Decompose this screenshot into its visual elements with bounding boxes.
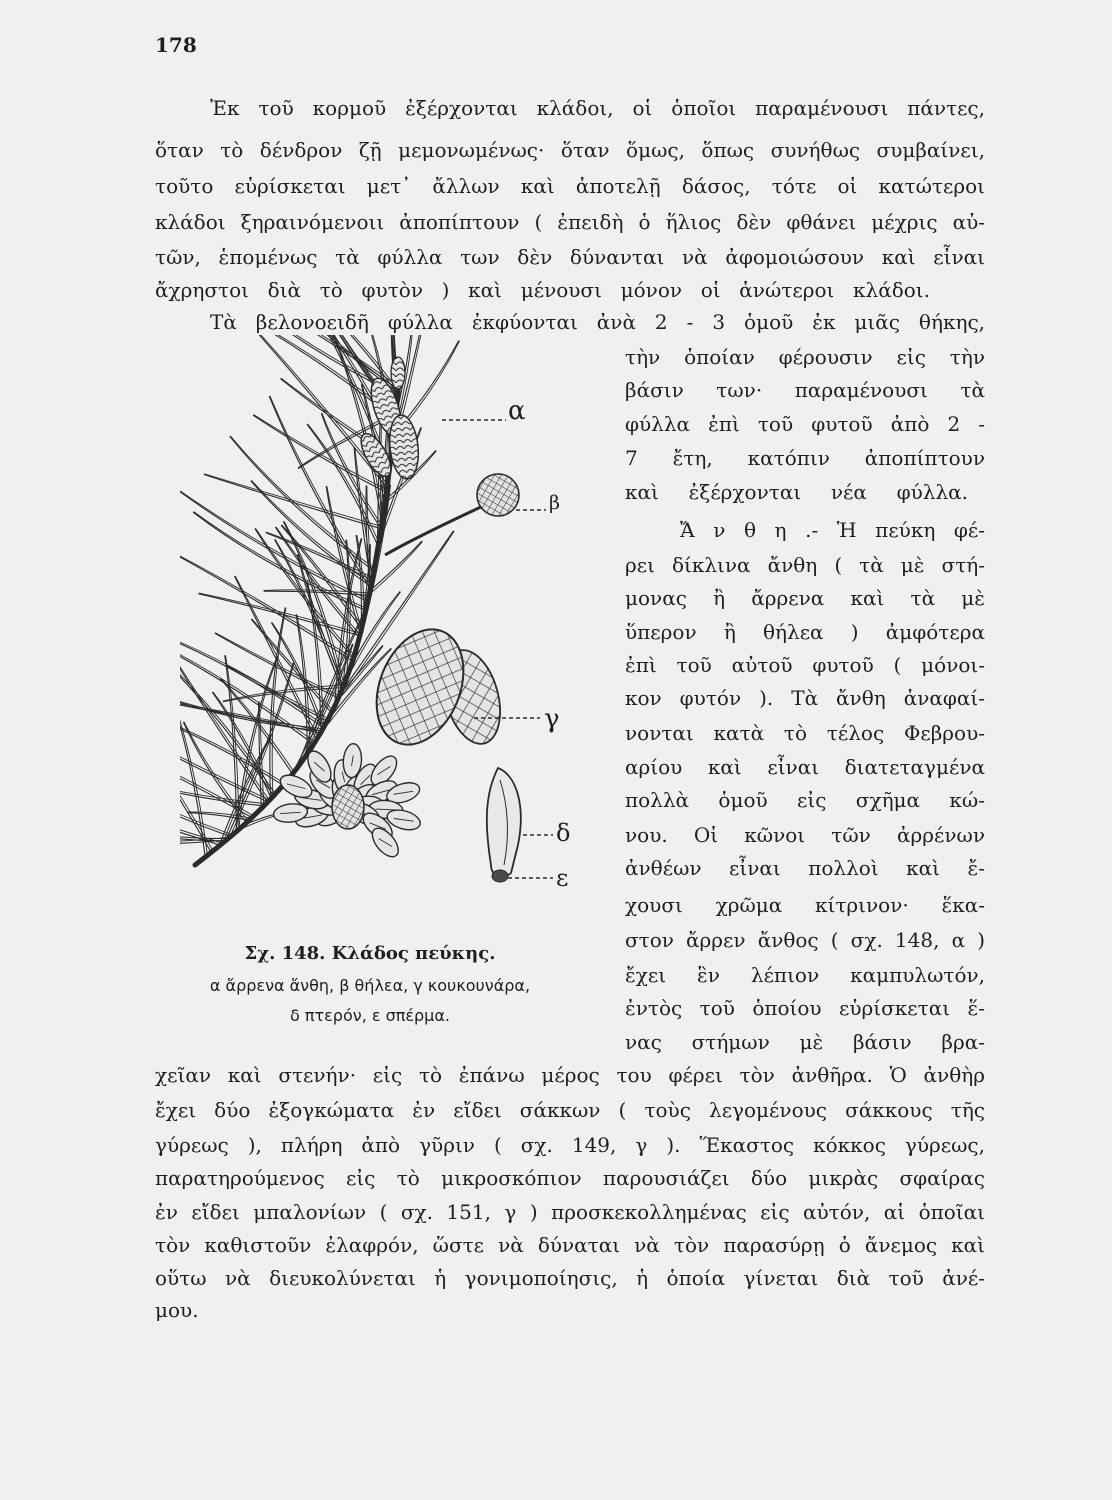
figure-caption-title: Σχ. 148. Κλάδος πεύκης. bbox=[244, 943, 496, 964]
text-line: στον ἄρρεν ἄνθος ( σχ. 148, α ) bbox=[625, 928, 985, 952]
text-line: ὕπερον ἢ θήλεα ) ἀμφότερα bbox=[625, 620, 985, 644]
text-line: Ἐκ τοῦ κορμοῦ ἐξέρχονται κλάδοι, οἱ ὁποῖοι παραμένουσι πάντες, bbox=[210, 96, 985, 120]
text-line: ἐν εἴδει μπαλονίων ( σχ. 151, γ ) προσκεκολλημένας εἰς αὐτόν, αἱ ὁποῖαι bbox=[155, 1200, 985, 1224]
pine-needle bbox=[204, 475, 381, 529]
figure-caption-line: δ πτερόν, ε σπέρμα. bbox=[290, 1006, 450, 1025]
text-line: ρει δίκλινα ἄνθη ( τὰ μὲ στή- bbox=[625, 553, 985, 577]
text-line: μου. bbox=[155, 1298, 199, 1322]
mature-cone bbox=[360, 616, 509, 757]
label-alpha: α bbox=[508, 396, 526, 426]
text-line: ἐπὶ τοῦ αὐτοῦ φυτοῦ ( μόνοι- bbox=[625, 653, 985, 677]
text-line: καὶ ἐξέρχονται νέα φύλλα. bbox=[625, 480, 968, 504]
text-line: ἄχρηστοι διὰ τὸ φυτὸν ) καὶ μένουσι μόνον οἱ ἀνώτεροι κλάδοι. bbox=[155, 278, 930, 302]
text-line: κον φυτόν ). Τὰ ἄνθη ἀναφαί- bbox=[625, 686, 985, 710]
text-line: πολλὰ ὁμοῦ εἰς σχῆμα κώ- bbox=[625, 788, 985, 812]
text-line: χεῖαν καὶ στενήν· εἰς τὸ ἐπάνω μέρος του φέρει τὸν ἀνθῆρα. Ὁ ἀνθὴρ bbox=[155, 1063, 985, 1087]
text-line: 7 ἔτη, κατόπιν ἀποπίπτουν bbox=[625, 446, 985, 470]
text-line: τὸν καθιστοῦν ἐλαφρόν, ὥστε νὰ δύναται νὰ τὸν παρασύρῃ ὁ ἄνεμος καὶ bbox=[155, 1233, 985, 1257]
text-line: Τὰ βελονοειδῆ φύλλα ἐκφύονται ἀνὰ 2 - 3 ὁμοῦ ἐκ μιᾶς θήκης, bbox=[210, 310, 985, 334]
text-line: τοῦτο εὑρίσκεται μετ᾽ ἄλλων καὶ ἀποτελῇ δάσος, τότε οἱ κατώτεροι bbox=[155, 174, 985, 198]
text-line: αρίου καὶ εἶναι διατεταγμένα bbox=[625, 755, 985, 779]
text-line: ἐντὸς τοῦ ὁποίου εὑρίσκεται ἕ- bbox=[625, 996, 985, 1020]
text-line: νονται κατὰ τὸ τέλος Φεβρου- bbox=[625, 721, 985, 745]
female-cone bbox=[477, 474, 519, 516]
figure-caption-line: α ἄρρενα ἄνθη, β θήλεα, γ κουκουνάρα, bbox=[209, 976, 531, 995]
text-line: τὴν ὁποίαν φέρουσιν εἰς τὴν bbox=[625, 345, 985, 369]
text-line: παρατηρούμενος εἰς τὸ μικροσκόπιον παρουσιάζει δύο μικρὰς σφαίρας bbox=[155, 1166, 985, 1190]
text-line: ἀνθέων εἶναι πολλοὶ καὶ ἔ- bbox=[625, 856, 985, 880]
text-line: ὅταν τὸ δένδρον ζῇ μεμονωμένως· ὅταν ὅμως, ὅπως συνήθως συμβαίνει, bbox=[155, 138, 985, 162]
text-line: ἔχει δύο ἐξογκώματα ἐν εἴδει σάκκων ( τοὺς λεγομένους σάκκους τῆς bbox=[155, 1098, 985, 1122]
text-line: μονας ἢ ἄρρενα καὶ τὰ μὲ bbox=[625, 586, 985, 610]
opened-cone bbox=[272, 743, 422, 861]
label-gamma: γ bbox=[544, 704, 560, 734]
text-line: οὕτω νὰ διευκολύνεται ἡ γονιμοποίησις, ἡ ὁποία γίνεται διὰ τοῦ ἀνέ- bbox=[155, 1266, 985, 1290]
text-line: ἔχει ἓν λέπιον καμπυλωτόν, bbox=[625, 963, 985, 987]
seed bbox=[492, 870, 508, 882]
text-line: βάσιν των· παραμένουσι τὰ bbox=[625, 378, 985, 402]
text-line: νου. Οἱ κῶνοι τῶν ἀρρένων bbox=[625, 823, 985, 847]
text-line: κλάδοι ξηραινόμενοιι ἀποπίπτουν ( ἐπειδὴ ὁ ἥλιος δὲν φθάνει μέχρις αὐ- bbox=[155, 210, 985, 234]
text-line: γύρεως ), πλήρη ἀπὸ γῦριν ( σχ. 149, γ ). Ἕκαστος κόκκος γύρεως, bbox=[155, 1133, 985, 1157]
twig-to-female-cone bbox=[385, 505, 485, 555]
pine-needle bbox=[180, 553, 354, 659]
pine-needle bbox=[272, 608, 286, 799]
pine-needle bbox=[180, 624, 315, 742]
text-line: νας στήμων μὲ βάσιν βρα- bbox=[625, 1030, 985, 1054]
text-line: φύλλα ἐπὶ τοῦ φυτοῦ ἀπὸ 2 - bbox=[625, 412, 985, 436]
section-heading-line: Ἄ ν θ η .- Ἡ πεύκη φέ- bbox=[680, 518, 985, 542]
pine-needle bbox=[180, 691, 205, 858]
label-beta: β bbox=[549, 492, 560, 514]
pine-needle bbox=[180, 795, 221, 843]
pine-needle bbox=[235, 577, 317, 740]
pine-needle bbox=[180, 713, 213, 851]
seed-wing bbox=[487, 768, 521, 877]
label-delta: δ bbox=[556, 819, 571, 847]
text-line: τῶν, ἑπομένως τὰ φύλλα των δὲν δύνανται νὰ ἀφομοιώσουν καὶ εἶναι bbox=[155, 245, 985, 269]
label-epsilon: ε bbox=[556, 864, 569, 892]
pine-needle bbox=[180, 690, 208, 856]
cone-core bbox=[332, 785, 364, 829]
page-number: 178 bbox=[155, 33, 197, 57]
pine-branch-illustration bbox=[180, 335, 600, 935]
text-line: χουσι χρῶμα κίτρινον· ἕκα- bbox=[625, 893, 985, 917]
